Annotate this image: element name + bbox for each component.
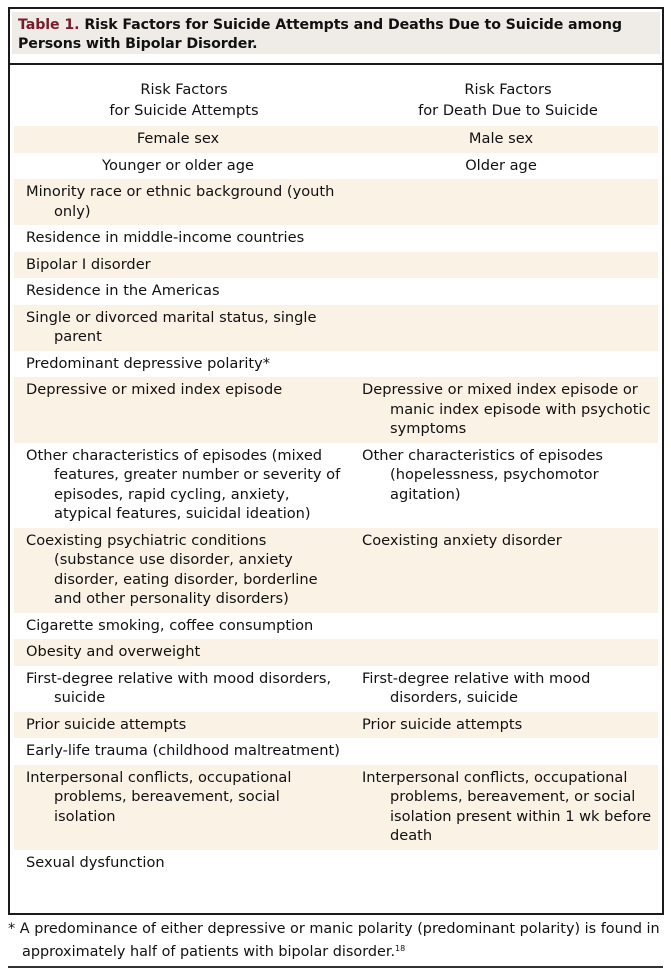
table-row: [14, 666, 658, 712]
table-row: [14, 153, 658, 180]
cell-death-due-to-suicide: First-degree relative with mood disorders, suicide: [362, 669, 591, 706]
table-footnote: [8, 920, 668, 962]
cell-death-due-to-suicide: [350, 741, 658, 761]
table-row: [14, 639, 658, 666]
cell-suicide-attempts: Prior suicide attempts: [26, 715, 187, 733]
column-headers: [10, 79, 662, 119]
cell-suicide-attempts: Minority race or ethnic background (youth only): [26, 183, 335, 220]
table-row: [14, 278, 658, 305]
cell-suicide-attempts: Early-life trauma (childhood maltreatment): [26, 742, 340, 759]
table-label: Table 1.: [18, 17, 80, 33]
cell-death-due-to-suicide: Interpersonal conflicts, occupational problems, bereavement, or social isolation present within 1 wk before death: [362, 768, 652, 844]
cell-suicide-attempts: Coexisting psychiatric conditions (substance use disorder, anxiety disorder, eating disorder, borderline and other personality disorders): [26, 531, 318, 607]
column-header-line: Risk Factors: [140, 81, 228, 98]
cell-suicide-attempts: Cigarette smoking, coffee consumption: [26, 616, 314, 634]
cell-suicide-attempts: Interpersonal conflicts, occupational problems, bereavement, social isolation: [26, 768, 292, 825]
cell-suicide-attempts: Depressive or mixed index episode: [26, 381, 283, 398]
cell-death-due-to-suicide: Other characteristics of episodes (hopelessness, psychomotor agitation): [362, 446, 604, 503]
column-header-line: for Death Due to Suicide: [418, 102, 598, 119]
table-row: [14, 225, 658, 252]
cell-death-due-to-suicide: [350, 308, 658, 347]
column-header-attempts: [24, 79, 344, 121]
cell-death-due-to-suicide: [350, 354, 658, 374]
footnote-text: * A predominance of either depressive or manic polarity (predominant polarity) is found in approximately half of patients with bipolar disorder.: [8, 921, 660, 960]
table-row: [14, 252, 658, 279]
table-row: [14, 712, 658, 739]
table-row: [14, 126, 658, 153]
header-divider: [10, 63, 662, 65]
cell-suicide-attempts: Obesity and overweight: [26, 643, 201, 660]
cell-suicide-attempts: Younger or older age: [102, 156, 254, 174]
cell-suicide-attempts: Female sex: [136, 130, 220, 147]
table-body: [14, 126, 658, 876]
cell-death-due-to-suicide: [350, 228, 658, 248]
cell-death-due-to-suicide: [350, 616, 658, 636]
column-header-line: for Suicide Attempts: [109, 102, 259, 119]
cell-death-due-to-suicide: Male sex: [468, 130, 534, 147]
table-row: [14, 738, 658, 765]
column-header-line: Risk Factors: [464, 81, 552, 98]
cell-death-due-to-suicide: Depressive or mixed index episode or manic index episode with psychotic symptoms: [362, 381, 651, 437]
cell-suicide-attempts: Residence in the Americas: [26, 282, 220, 299]
table-row: [14, 443, 658, 528]
cell-suicide-attempts: Bipolar I disorder: [26, 255, 151, 273]
table-frame: [8, 7, 664, 915]
cell-death-due-to-suicide: [350, 182, 658, 221]
cell-death-due-to-suicide: Coexisting anxiety disorder: [362, 531, 562, 549]
table-row: [14, 613, 658, 640]
cell-death-due-to-suicide: [350, 255, 658, 275]
table-row: [14, 377, 658, 443]
footnote-reference: 18: [395, 944, 406, 953]
table-title: Risk Factors for Suicide Attempts and Deaths Due to Suicide among Persons with Bipolar Disorder.: [18, 17, 622, 52]
table-row: [14, 351, 658, 378]
cell-suicide-attempts: Other characteristics of episodes (mixed features, greater number or severity of episodes, rapid cycling, anxiety, atypical features, suicidal ideation): [26, 446, 341, 522]
cell-death-due-to-suicide: Prior suicide attempts: [362, 715, 523, 733]
cell-suicide-attempts: First-degree relative with mood disorders, suicide: [26, 669, 332, 706]
cell-death-due-to-suicide: [350, 853, 658, 873]
bottom-rule: [8, 966, 663, 968]
table-row: [14, 528, 658, 613]
table-caption: [12, 12, 660, 54]
cell-suicide-attempts: Predominant depressive polarity*: [26, 354, 271, 372]
cell-death-due-to-suicide: [350, 642, 658, 662]
cell-suicide-attempts: Sexual dysfunction: [26, 853, 165, 871]
table-row: [14, 765, 658, 850]
cell-suicide-attempts: Residence in middle-income countries: [26, 229, 305, 246]
table-row: [14, 305, 658, 351]
cell-death-due-to-suicide: [350, 281, 658, 301]
table-row: [14, 850, 658, 877]
cell-suicide-attempts: Single or divorced marital status, single parent: [26, 308, 317, 345]
table-row: [14, 179, 658, 225]
column-header-death: [358, 79, 658, 121]
cell-death-due-to-suicide: Older age: [465, 156, 537, 174]
